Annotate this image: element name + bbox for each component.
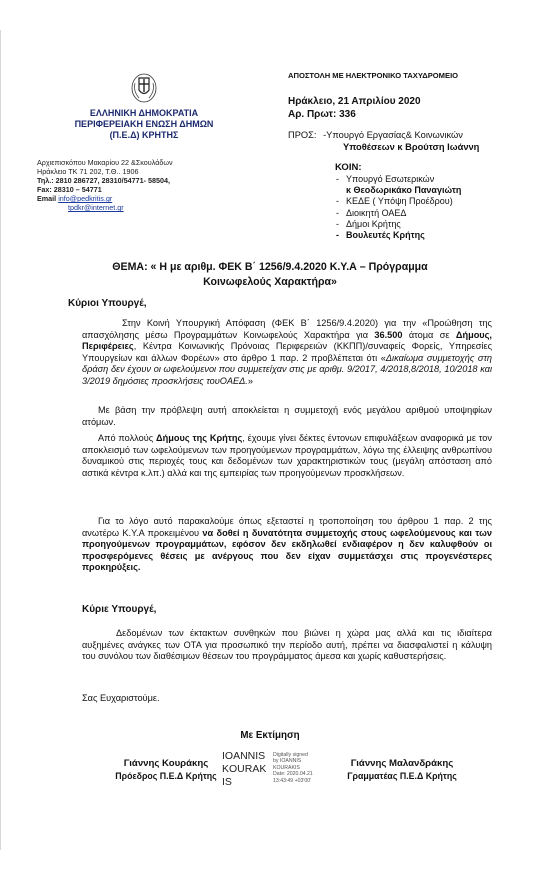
cc-label: ΚΟΙΝ: xyxy=(335,162,362,173)
greek-coat-of-arms-icon xyxy=(131,73,157,103)
salutation-ministers: Κύριοι Υπουργέ, xyxy=(68,298,147,309)
dispatch-method: ΑΠΟΣΤΟΛΗ ΜΕ ΗΛΕΚΤΡΟΝΙΚΟ ΤΑΧΥΔΡΟΜΕΙΟ xyxy=(288,71,459,80)
signatory-right-name: Γιάννης Μαλανδράκης xyxy=(350,758,454,769)
fax-line: Fax: 28310 – 54771 xyxy=(37,185,102,194)
digital-note-5: 13:43:49 +03'00' xyxy=(273,777,312,784)
org-line-2: ΠΕΡΙΦΕΡΕΙΑΚΗ ΕΝΩΣΗ ΔΗΜΩΝ xyxy=(74,119,214,129)
paragraph-1: Στην Κοινή Υπουργική Απόφαση (ΦΕΚ Β΄ 1256/9.4.2020) για την «Προώθηση της απασχόλησης μέσω Προγραμμάτων Κοινωφελούς Χαρακτήρα για 36.500 άτομα σε Δήμους, Περιφέρειες, Κέντρα Κοινωνικής Πρόνοιας Περιφερειών (ΚΚΠΠ)/συναφείς Φορείς, Υπηρεσίες Υπουργείων και άλλων Φορέων» στο άρθρο 1 παρ. 2 προβλέπεται ότι «Δικαίωμα συμμετοχής στη δράση δεν έχουν οι ωφελούμενοι που συμμετείχαν στις με αριθμ. 9/2017, 4/2018,8/2018, 10/2018 και 3/2019 δημόσιες προσκλήσεις τουΟΑΕΔ.» xyxy=(82,318,492,386)
cc-list xyxy=(336,174,536,241)
address-line-2: Ηράκλειο ΤΚ 71 202, Τ.Θ.. 1906 xyxy=(37,167,139,176)
closing-line: Με Εκτίμηση xyxy=(240,730,300,741)
document-date: Ηράκλειο, 21 Απριλίου 2020 xyxy=(288,96,421,107)
organization-header xyxy=(70,108,218,141)
digital-note-4: Date: 2020.04.21 xyxy=(273,771,313,778)
digital-note-3: KOURAKIS xyxy=(273,764,300,771)
digital-note-2: by IOANNIS xyxy=(273,758,302,765)
email-label: Email xyxy=(37,194,57,203)
protocol-number: Αρ. Πρωτ: 336 xyxy=(288,109,356,120)
cc-item: - ΚΕΔΕ ( Υπόψη Προέδρου) xyxy=(336,196,536,207)
cc-item: - Διοικητή ΟΑΕΔ xyxy=(336,208,536,219)
digital-note-1: Digitally signed xyxy=(273,752,308,758)
signatory-right-title: Γραμματέας Π.Ε.Δ Κρήτης xyxy=(347,771,457,781)
contact-block xyxy=(37,158,217,212)
org-line-3: (Π.Ε.Δ) ΚΡΗΤΗΣ xyxy=(109,130,179,140)
email-link-2[interactable]: tpdkr@internet.gr xyxy=(68,203,124,212)
digital-signer-line-2: KOURAK xyxy=(222,763,267,775)
signatory-left-title: Πρόεδρος Π.Ε.Δ Κρήτης xyxy=(115,771,217,781)
to-label: ΠΡΟΣ: xyxy=(288,130,317,140)
signatory-left xyxy=(96,758,236,782)
subject-heading xyxy=(60,260,480,289)
cc-item: - Δήμοι Κρήτης xyxy=(336,219,536,230)
salutation-minister: Κύριε Υπουργέ, xyxy=(82,604,157,615)
phone-line: Τηλ.: 2810 286727, 28310/54771- 58504, xyxy=(37,176,170,185)
signatory-left-name: Γιάννης Κουράκης xyxy=(123,758,209,769)
digital-signer-line-1: IOANNIS xyxy=(222,750,266,762)
subject-line-1: ΘΕΜΑ: « Η με αριθμ. ΦΕΚ Β΄ 1256/9.4.2020 Κ.Υ.Α – Πρόγραμμα xyxy=(112,261,428,273)
recipients-block xyxy=(288,130,528,153)
paragraph-4: Για το λόγο αυτό παρακαλούμε όπως εξεταστεί η τροποποίηση του άρθρου 1 παρ. 2 της ανωτέρω Κ.Υ.Α προκειμένου να δοθεί η δυνατότητα συμμετοχής στους ωφελούμενους και των προηγούμενων προγραμμάτων, εφόσον δεν εκδηλωθεί ενδιαφέρον η δεν καλυφθούν οι προσφερόμενες θέσεις με ανέργους που δεν είχαν συμμετάσχει στις προγενέστερες προκηρύξεις. xyxy=(82,516,493,573)
paragraph-3: Από πολλούς Δήμους της Κρήτης, έχουμε γίνει δέκτες έντονων επιφυλάξεων αναφορικά με τον αποκλεισμό των ωφελούμενων των προηγούμενων προγραμμάτων, λόγω της έλλειψης ανθρωπίνου δυναμικού στις περιοχές τους και δεδομένων των χαρακτηριστικών τους (μεγάλη απόσταση από αστικά κέντρα κ.λπ.) αλλά και της εμπειρίας των προηγούμενων προσκλήσεων. xyxy=(82,433,492,478)
cc-item: - Βουλευτές Κρήτης xyxy=(336,230,536,241)
cc-item: κ Θεοδωρικάκο Παναγιώτη xyxy=(346,185,462,196)
cc-item: - Υπουργό Εσωτερικών xyxy=(336,174,536,185)
email-link-1[interactable]: info@pedkritis.gr xyxy=(58,194,113,203)
to-line-1: -Υπουργό Εργασίας& Κοινωνικών xyxy=(323,130,463,140)
to-line-2: Υποθέσεων κ Βρούτση Ιωάννη xyxy=(343,141,480,152)
page-fold-mark xyxy=(0,30,1,850)
org-line-1: ΕΛΛΗΝΙΚΗ ΔΗΜΟΚΡΑΤΙΑ xyxy=(89,108,199,118)
paragraph-5: Δεδομένων των έκτακτων συνθηκών που βιώνει η χώρα μας αλλά και τις ιδιαίτερα αυξημένες ανάγκες των ΟΤΑ για προσωπικό την περίοδο αυτή, πρέπει να διασφαλιστεί η κάλυψη του συνόλου των διαθέσιμων θέσεων του προγράμματος άμεσα και χωρίς καθυστερήσεις. xyxy=(82,628,492,662)
subject-line-2: Κοινωφελούς Χαρακτήρα» xyxy=(203,275,337,288)
thanks-line: Σας Ευχαριστούμε. xyxy=(82,693,160,703)
paragraph-2: Με βάση την πρόβλεψη αυτή αποκλείεται η συμμετοχή ενός μεγάλου αριθμού υποψηφίων ατόμων. xyxy=(82,405,492,427)
digital-signer-line-3: IS xyxy=(222,776,232,788)
digital-signature xyxy=(222,750,328,798)
address-line-1: Αρχιεπισκόπου Μακαρίου 22 &Σκουλάδων xyxy=(37,158,173,167)
signatory-right xyxy=(322,758,482,782)
